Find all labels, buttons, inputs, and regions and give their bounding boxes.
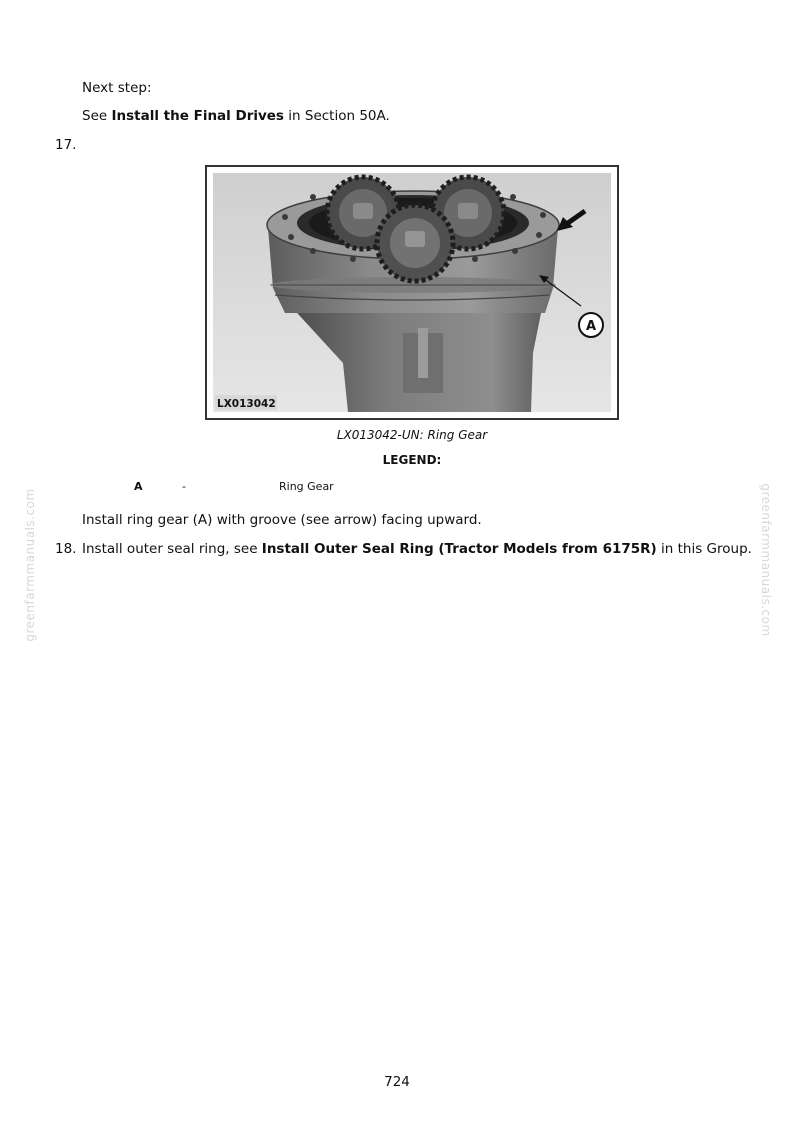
- page-number: 724: [384, 1074, 410, 1090]
- legend-key: A: [134, 480, 143, 493]
- ring-gear-photo: [213, 173, 611, 412]
- install-outer-seal-ring-link[interactable]: Install Outer Seal Ring (Tractor Models from 6175R): [261, 541, 657, 557]
- ring-gear-figure: [205, 165, 619, 420]
- next-step-suffix: in Section 50A.: [283, 108, 390, 124]
- step-17-number: 17.: [55, 137, 77, 153]
- callout-a-label: A: [585, 319, 597, 334]
- image-label: LX013042: [217, 398, 276, 410]
- figure-caption: LX013042-UN: Ring Gear: [336, 428, 488, 442]
- watermark-left: greenfarmmanuals.com: [23, 488, 37, 642]
- legend-text: Ring Gear: [279, 480, 334, 493]
- step-18-suffix: in this Group.: [656, 541, 752, 557]
- install-final-drives-link[interactable]: Install the Final Drives: [111, 108, 284, 124]
- watermark-right: greenfarmmanuals.com: [759, 483, 773, 637]
- legend-row: [0, 480, 794, 496]
- legend-dash: -: [182, 480, 186, 493]
- step-18-number: 18.: [55, 541, 77, 557]
- legend-title: LEGEND:: [382, 453, 442, 467]
- step-18-line: [82, 541, 752, 557]
- step-18-prefix: Install outer seal ring, see: [82, 541, 262, 557]
- next-step-heading: Next step:: [82, 80, 152, 96]
- next-step-line: [82, 108, 390, 124]
- step-17-instruction: Install ring gear (A) with groove (see arrow) facing upward.: [82, 512, 482, 528]
- next-step-prefix: See: [82, 108, 112, 124]
